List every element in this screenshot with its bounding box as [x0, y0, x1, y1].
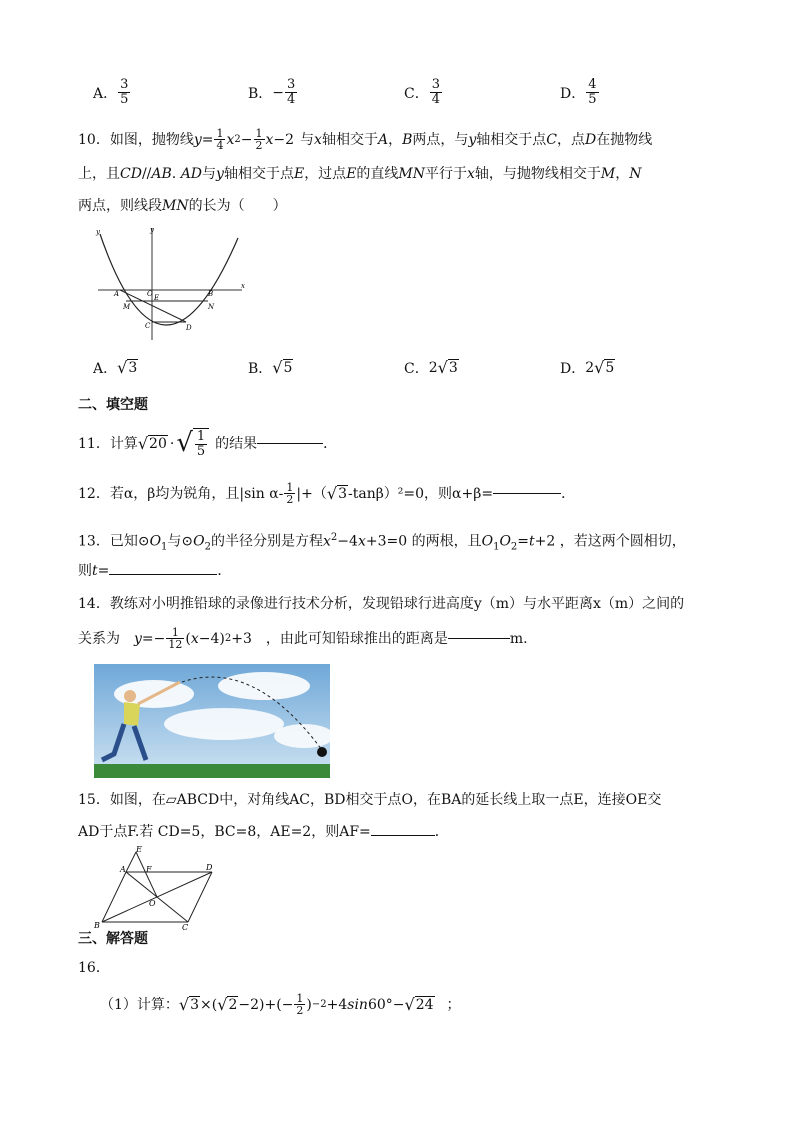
question-15-line-1: 15．如图，在▱ABCD中，对角线AC，BD相交于点O，在BA的延长线上取一点E，连接OE交 [78, 792, 662, 808]
svg-text:A: A [120, 865, 126, 874]
shot-put-illustration [94, 664, 330, 778]
label-d: D [186, 324, 192, 332]
shot-ball-icon [317, 747, 327, 757]
label-c: C [145, 322, 151, 330]
answer-blank[interactable] [448, 638, 510, 639]
q10-option-a[interactable]: A． √ 3 [93, 358, 138, 377]
q9-option-d[interactable]: D． $\frac{4}{5}$ [560, 77, 597, 107]
svg-text:B: B [94, 921, 100, 930]
svg-text:E: E [136, 845, 142, 854]
q10-option-d[interactable]: D． 2 √ 5 [560, 358, 615, 377]
q10-option-c[interactable]: C． 2 √ 3 [404, 358, 458, 377]
q10-line-1: 10． 如图，抛物线 y = $\frac{1}{4}$ x 2 − $\frac{1}{2}$ x −2 与 x 轴相交于 A ， B 两点，与 y 轴相交于点 C ，点 D 在抛物线 [78, 127, 653, 152]
label-a: A [114, 290, 120, 298]
label-x: x [241, 282, 245, 290]
question-14-line-1: 14．教练对小明推铅球的录像进行技术分析，发现铅球行进高度y（m）与水平距离x（m）之间的 [78, 596, 685, 612]
question-16-part-1: （1）计算： √ 3 ×( √ 2 −2)+(− $\frac{1}{2}$ ) −2 +4 sin 60°− √ 24 ； [100, 992, 461, 1017]
label-b: B [208, 290, 214, 298]
sqrt: √ 3 [437, 358, 458, 377]
section-heading-fill-in: 二、填空题 [78, 397, 148, 413]
answer-blank[interactable] [493, 493, 561, 494]
svg-text:D: D [206, 863, 213, 872]
label-y: y [150, 226, 154, 234]
q9-option-c[interactable]: C． $\frac{3}{4}$ [404, 77, 440, 107]
label-e: E [154, 294, 160, 302]
svg-text:O: O [149, 899, 156, 908]
label-o: O [147, 290, 153, 298]
q10-option-b[interactable]: B． √ 5 [248, 358, 293, 377]
question-11: 11． 计算 √ 20 · √ $\frac{1}{5}$ 的结果 ． [78, 428, 338, 459]
question-13-line-1: 13．已知$⊙O_1$与$⊙O_2$的半径分别是方程$x^2-4x+3=0$ 的两根，且$O_1O_2=t+2$ ，若这两个圆相切， [78, 532, 686, 553]
sqrt: √ 5 [594, 358, 615, 377]
svg-text:y: y [96, 228, 100, 236]
q9-option-b[interactable]: B． − $\frac{3}{4}$ [248, 77, 296, 107]
answer-blank[interactable] [257, 443, 323, 444]
fraction: $\frac{3}{5}$ [120, 77, 129, 107]
fraction: $\frac{4}{5}$ [588, 77, 597, 107]
question-14-line-2: 关系为 y=− $\frac{1}{12}$ ( x −4) 2 +3 ，由此可知铅球推出的距离是 m. [78, 626, 528, 651]
label-m: M [123, 303, 131, 311]
answer-blank[interactable] [109, 574, 217, 575]
fraction: $\frac{3}{4}$ [431, 77, 440, 107]
question-16-number: 16． [78, 960, 110, 976]
parabola-figure [90, 224, 250, 344]
sqrt: √ 3 [117, 358, 138, 377]
label-n: N [208, 303, 215, 311]
section-heading-solutions: 三、解答题 [78, 931, 148, 947]
fraction: $\frac{3}{4}$ [287, 77, 296, 107]
question-15-line-2: AD于点F.若 CD=5，BC=8，AE=2，则AF= ． [78, 824, 449, 840]
q10-line-2: 上，且CD//AB. AD与y轴相交于点E，过点E的直线MN平行于x轴，与抛物线相交于M，N [78, 166, 642, 182]
svg-text:F: F [146, 865, 152, 874]
question-12: 12． 若α，β均为锐角，且|sin α- $\frac{1}{2}$ |+（ √ 3 -tanβ）²=0，则α+β= ． [78, 481, 576, 506]
q10-line-3: 两点，则线段MN的长为（ ） [78, 198, 287, 214]
svg-text:C: C [182, 923, 189, 932]
parabola-curve [100, 234, 238, 325]
answer-blank[interactable] [371, 835, 435, 836]
sqrt: √ 5 [272, 358, 293, 377]
q9-option-a[interactable]: A． $\frac{3}{5}$ [93, 77, 129, 107]
parallelogram-figure [92, 842, 222, 932]
question-13-line-2: 则t= ． [78, 563, 232, 579]
